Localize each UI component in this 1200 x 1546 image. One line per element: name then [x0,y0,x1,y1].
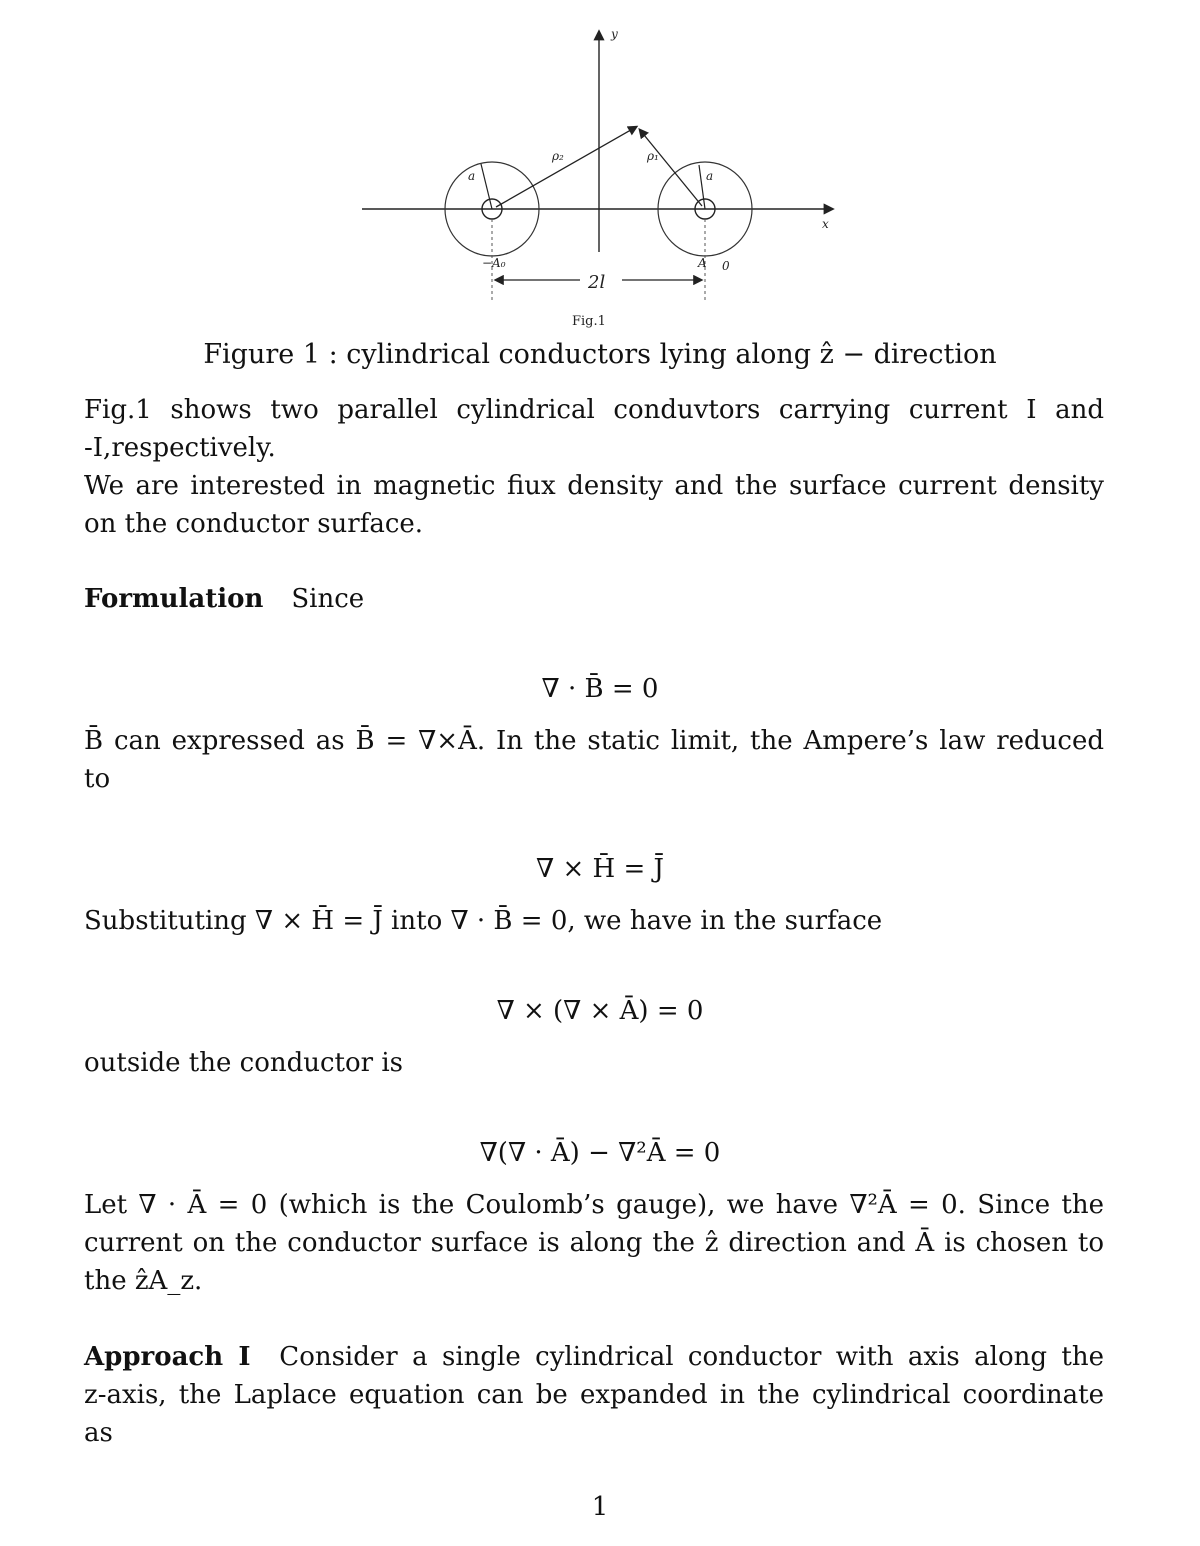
rho2-label: ρ₂ [552,149,564,163]
formulation-heading: Formulation [84,584,264,614]
approach-line-3: as [84,1418,113,1448]
rho1-label: ρ₁ [647,149,659,163]
formulation-lead: Since [291,584,365,614]
intro-line-3: We are interested in magnetic fiux density and the surface current density [84,471,1104,501]
right-radius-label: a [706,169,714,183]
figure-diagram [350,22,850,337]
formulation-text-4a: Let ∇ · Ā = 0 (which is the Coulomb’s gauge), we have ∇²Ā = 0. Since the [84,1190,1104,1220]
approach-line-1: Consider a single cylindrical conductor with axis along the [279,1342,1104,1372]
equation-curl-h: ∇ × H̄ = J̄ [536,854,664,884]
figure-caption: Figure 1 : cylindrical conductors lying along ẑ − direction [203,339,997,370]
formulation-text-3: outside the conductor is [84,1048,404,1078]
approach-paragraph-line-1 [84,1338,1104,1376]
intro-line-1: Fig.1 shows two parallel cylindrical conduvtors carrying current I and [84,395,1104,425]
x-axis-label: x [822,217,829,231]
equation-curl-curl-a: ∇ × (∇ × Ā) = 0 [496,996,704,1026]
formulation-text-1b: to [84,764,111,794]
formulation-paragraph [84,580,1104,618]
equation-divergence-b: ∇ · B̄ = 0 [541,674,659,704]
y-axis-label: y [611,27,618,41]
figure-two-conductors [350,22,850,337]
rho1-vector [640,130,702,206]
formulation-text-2: Substituting ∇ × H̄ = J̄ into ∇ · B̄ = 0, we have in the surface [84,906,883,936]
formulation-text-4b: current on the conductor surface is along the ẑ direction and Ā is chosen to [84,1228,1104,1258]
formulation-text-1: B̄ can expressed as B̄ = ∇×Ā. In the static limit, the Ampere’s law reduced [84,726,1104,756]
left-radius-label: a [468,169,476,183]
figure-tag: Fig.1 [572,314,606,329]
rho2-vector [496,127,636,207]
page-number: 1 [591,1492,609,1522]
right-potential-label: A [698,256,707,270]
approach-heading: Approach I [84,1342,251,1372]
intro-line-2: -I,respectively. [84,433,276,463]
intro-line-4: on the conductor surface. [84,509,424,539]
spacing-label: 2l [588,272,606,293]
left-potential-label: −A₀ [482,256,506,270]
formulation-text-4c: the ẑA_z. [84,1266,203,1296]
left-radius-line [481,164,492,209]
equation-vector-laplacian: ∇(∇ · Ā) − ∇²Ā = 0 [479,1138,721,1168]
approach-line-2: z-axis, the Laplace equation can be expanded in the cylindrical coordinate [84,1380,1104,1410]
right-potential-sub: 0 [722,259,730,273]
